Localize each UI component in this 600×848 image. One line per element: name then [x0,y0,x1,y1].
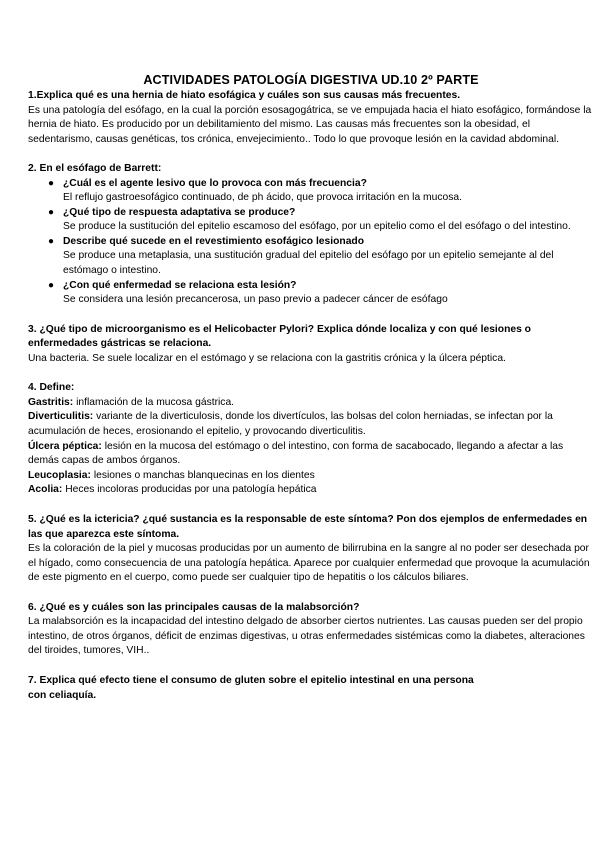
subanswer: Se produce una metaplasia, una sustitución gradual del epitelio del esófago por un epitelio semejante al del estómago o intestino. [63,250,554,277]
document-page [28,73,594,703]
definition-text: lesión en la mucosa del estómago o del intestino, con forma de sacabocado, llegando a afectar a las demás capas de ambos órganos. [28,440,564,467]
definition [28,440,594,469]
definition-term: Úlcera péptica: [28,440,102,452]
list-item [48,177,594,206]
barrett-list [28,177,594,308]
definition-text: inflamación de la mucosa gástrica. [73,396,235,408]
definition [28,483,594,498]
spacer [28,586,594,601]
question-1: 1.Explica qué es una hernia de hiato esofágica y cuáles son sus causas más frecuentes. [28,90,461,101]
definition-text: variante de la diverticulosis, donde los divertículos, las bolsas del colon herniadas, se infectan por la acumulación de heces, erosionando el epitelio, y provocando diverticulitis. [28,411,553,438]
bullet-icon: ● [48,177,55,189]
answer-6: La malabsorción es la incapacidad del intestino delgado de absorber ciertos nutrientes. Las causas pueden ser del propio intestino, de otros órganos, déficit de enzimas digestivas, u otras enfermedades sistémicas como la diabetes, alteraciones del tiroides, tumores, VIH.. [28,616,585,657]
definition [28,469,594,484]
bullet-icon: ● [48,235,55,247]
subquestion: ¿Qué tipo de respuesta adaptativa se produce? [63,206,296,218]
subanswer: Se produce la sustitución del epitelio escamoso del esófago, por un epitelio como el del esófago o del intestino. [63,221,571,233]
spacer [28,308,594,323]
spacer [28,498,594,513]
question-4: 4. Define: [28,382,75,394]
subanswer: El reflujo gastroesofágico continuado, de ph ácido, que provoca irritación en la mucosa. [63,192,462,204]
answer-5: Es la coloración de la piel y mucosas producidas por un aumento de bilirrubina en la sangre al no poder ser desechada por el hígado, como consecuencia de una patología hepática. Aparece por cualquier enfermedad que provoque la acumulación de este pigmento en el cuerpo, como puede ser cualquier tipo de hepatitis o los cálculos biliares. [28,543,590,584]
definition-term: Gastritis: [28,396,74,408]
spacer [28,659,594,674]
subquestion: ¿Con qué enfermedad se relaciona esta lesión? [63,279,297,291]
question-7-line-1: 7. Explica qué efecto tiene el consumo de gluten sobre el epitelio intestinal en una persona [28,675,474,687]
subquestion: ¿Cuál es el agente lesivo que lo provoca con más frecuencia? [63,177,367,189]
bullet-icon: ● [48,206,55,218]
subanswer: Se considera una lesión precancerosa, un paso previo a padecer cáncer de esófago [63,294,448,306]
list-item [48,279,594,308]
answer-1: Es una patología del esófago, en la cual la porción esosagogátrica, se ve empujada hacia el hiato esofágico, formándose la hernia de hiato. Es producido por un debilitamiento del mismo. Las causas más frecuentes son la obesidad, el sedentarismo, causas genéticas, tos crónica, envejecimiento.. Todo lo que provoque lesión en la cavidad abdominal. [28,104,592,145]
spacer [28,366,594,381]
question-2: 2. En el esófago de Barrett: [28,163,162,175]
list-item [48,235,594,279]
question-5: 5. ¿Qué es la ictericia? ¿qué sustancia es la responsable de este síntoma? Pon dos ejemplos de enfermedades en las que aparezca este síntoma. [28,514,588,540]
question-3: 3. ¿Qué tipo de microorganismo es el Helicobacter Pylori? Explica dónde localiza y con qué lesiones o enfermedades gástricas se relaciona. [28,323,531,350]
page-title: ACTIVIDADES PATOLOGÍA DIGESTIVA UD.10 2º PARTE [143,73,479,87]
definition-term: Leucoplasia: [28,469,91,481]
bullet-icon: ● [48,279,55,291]
question-7-line-2: con celiaquía. [28,689,97,701]
definition [28,410,594,439]
answer-3: Una bacteria. Se suele localizar en el estómago y se relaciona con la gastritis crónica y la úlcera péptica. [28,352,506,364]
spacer [28,147,594,162]
definition-text: lesiones o manchas blanquecinas en los dientes [90,469,315,481]
definition-term: Diverticulitis: [28,411,94,423]
definition-term: Acolia: [28,484,63,496]
list-item [48,206,594,235]
definition [28,396,594,411]
subquestion: Describe qué sucede en el revestimiento esofágico lesionado [63,235,365,247]
question-6: 6. ¿Qué es y cuáles son las principales causas de la malabsorción? [28,601,360,613]
definition-text: Heces incoloras producidas por una patología hepática [62,484,317,496]
